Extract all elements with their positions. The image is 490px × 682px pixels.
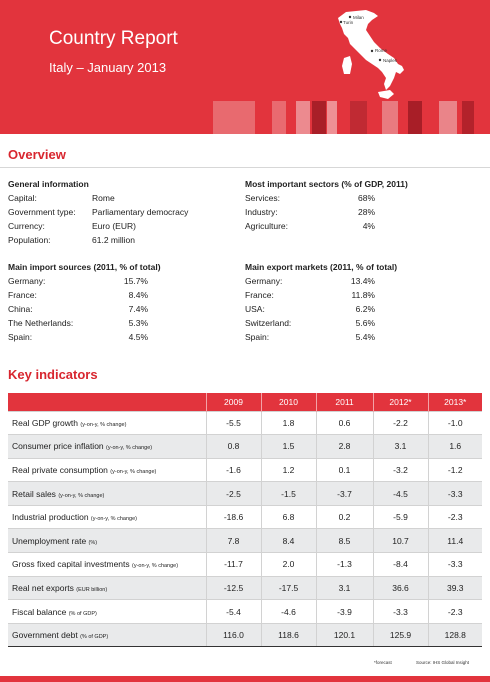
table-cell: 8.4 <box>261 529 316 553</box>
indicator-label <box>8 553 206 577</box>
table-cell: -2.3 <box>428 600 482 624</box>
overview-heading: Overview <box>8 147 66 162</box>
info-row <box>245 205 480 219</box>
table-cell: -3.2 <box>373 458 428 482</box>
key-indicators-table <box>8 393 482 647</box>
table-row <box>8 600 482 624</box>
indicator-unit: (y-on-y, % change) <box>58 492 105 499</box>
table-row <box>8 482 482 506</box>
indicator-label <box>8 600 206 624</box>
indicator-label <box>8 482 206 506</box>
sectors-block <box>245 177 480 233</box>
table-row <box>8 411 482 435</box>
indicator-label <box>8 576 206 600</box>
sectors-title: Most important sectors (% of GDP, 2011) <box>245 179 408 189</box>
info-label: Currency: <box>8 221 45 231</box>
info-label: The Netherlands: <box>8 318 74 328</box>
table-row <box>8 553 482 577</box>
key-indicators-heading: Key indicators <box>8 367 98 382</box>
indicator-name: Government debt <box>12 630 78 641</box>
indicator-name: Real private consumption <box>12 464 108 475</box>
info-row <box>245 302 480 316</box>
indicator-label <box>8 458 206 482</box>
table-cell: 3.1 <box>373 435 428 459</box>
general-info-title: General information <box>8 179 89 189</box>
info-row <box>8 205 238 219</box>
source-note: Source: IHS Global Insight <box>416 660 470 665</box>
table-cell: 0.6 <box>316 411 373 435</box>
table-cell: 10.7 <box>373 529 428 553</box>
indicator-label <box>8 505 206 529</box>
indicator-label <box>8 411 206 435</box>
table-cell: -4.6 <box>261 600 316 624</box>
map-label-turin: Turin <box>343 20 354 25</box>
info-value: 7.4% <box>128 304 148 314</box>
table-cell: -1.2 <box>428 458 482 482</box>
indicator-label <box>8 529 206 553</box>
info-value: 4.5% <box>128 332 148 342</box>
table-cell: -1.0 <box>428 411 482 435</box>
info-row <box>245 288 480 302</box>
indicator-name: Real net exports <box>12 582 74 593</box>
table-cell: -1.3 <box>316 553 373 577</box>
indicator-unit: (% of GDP) <box>68 610 97 617</box>
forecast-footnote: *forecast <box>374 660 392 665</box>
table-row <box>8 576 482 600</box>
table-cell: -3.3 <box>428 482 482 506</box>
indicator-unit: (y-on-y, % change) <box>80 421 127 428</box>
indicator-label <box>8 435 206 459</box>
table-cell: 39.3 <box>428 576 482 600</box>
table-cell: 1.2 <box>261 458 316 482</box>
info-value: 6.2% <box>355 304 375 314</box>
info-value: 11.8% <box>351 290 375 300</box>
table-cell: 2.0 <box>261 553 316 577</box>
map-label-milan: Milan <box>353 15 364 20</box>
info-row <box>245 219 480 233</box>
table-cell: -3.3 <box>428 553 482 577</box>
decor-stripe <box>312 101 326 134</box>
table-cell: 0.2 <box>316 505 373 529</box>
table-header-row <box>8 393 482 411</box>
table-cell: 1.5 <box>261 435 316 459</box>
info-value: 61.2 million <box>92 235 135 245</box>
decor-stripe <box>272 101 286 134</box>
table-cell: 11.4 <box>428 529 482 553</box>
info-row <box>8 191 238 205</box>
map-label-naples: Naples <box>383 58 398 63</box>
export-markets-title: Main export markets (2011, % of total) <box>245 262 398 272</box>
info-label: Germany: <box>245 276 283 286</box>
info-value: Rome <box>92 193 115 203</box>
info-value: 13.4% <box>350 276 375 286</box>
table-cell: 2.8 <box>316 435 373 459</box>
decor-stripe <box>439 101 457 134</box>
table-header-cell: 2012* <box>373 393 428 411</box>
table-header-cell: 2011 <box>316 393 373 411</box>
table-cell: 118.6 <box>261 623 316 647</box>
general-info-block <box>8 177 238 247</box>
info-value: Parliamentary democracy <box>92 207 189 217</box>
table-cell: 6.8 <box>261 505 316 529</box>
info-label: Spain: <box>8 332 33 342</box>
indicator-name: Retail sales <box>12 488 56 499</box>
indicator-unit: (y-on-y, % change) <box>90 516 137 523</box>
table-cell: -12.5 <box>206 576 261 600</box>
info-row <box>8 233 238 247</box>
table-cell: -1.6 <box>206 458 261 482</box>
divider <box>0 167 490 168</box>
info-row <box>8 302 238 316</box>
indicator-name: Consumer price inflation <box>12 441 104 452</box>
info-label: Spain: <box>245 332 270 342</box>
indicator-name: Industrial production <box>12 512 89 523</box>
info-value: 68% <box>357 193 375 203</box>
indicator-unit: (EUR billion) <box>76 586 108 593</box>
table-row <box>8 623 482 647</box>
table-row <box>8 505 482 529</box>
table-cell: -5.9 <box>373 505 428 529</box>
decor-stripe <box>350 101 367 134</box>
table-cell: -17.5 <box>261 576 316 600</box>
indicator-unit: (%) <box>88 539 98 546</box>
info-value: 15.7% <box>123 276 148 286</box>
indicator-label <box>8 623 206 647</box>
info-value: Euro (EUR) <box>92 221 136 231</box>
table-cell: 125.9 <box>373 623 428 647</box>
indicator-unit: (y-on-y, % change) <box>132 563 179 570</box>
info-row <box>245 274 480 288</box>
report-header <box>0 0 490 134</box>
table-cell: -5.5 <box>206 411 261 435</box>
indicator-unit: (y-on-y, % change) <box>106 445 153 452</box>
decor-stripe <box>408 101 422 134</box>
table-cell: 36.6 <box>373 576 428 600</box>
info-label: China: <box>8 304 33 314</box>
table-header-cell: 2013* <box>428 393 482 411</box>
info-row <box>8 316 238 330</box>
info-label: Capital: <box>8 193 37 203</box>
info-value: 5.3% <box>128 318 148 328</box>
info-label: France: <box>8 290 37 300</box>
table-cell: -2.2 <box>373 411 428 435</box>
table-cell: -3.9 <box>316 600 373 624</box>
info-row <box>8 288 238 302</box>
table-cell: -8.4 <box>373 553 428 577</box>
info-value: 5.4% <box>355 332 375 342</box>
table-cell: 120.1 <box>316 623 373 647</box>
info-label: Switzerland: <box>245 318 292 328</box>
table-cell: -4.5 <box>373 482 428 506</box>
info-row <box>8 330 238 344</box>
info-label: USA: <box>245 304 265 314</box>
info-row <box>8 274 238 288</box>
indicator-unit: (% of GDP) <box>80 634 109 641</box>
info-label: Agriculture: <box>245 221 288 231</box>
info-label: Government type: <box>8 207 76 217</box>
table-header-cell <box>8 393 206 411</box>
export-markets-block <box>245 260 480 344</box>
table-cell: -18.6 <box>206 505 261 529</box>
decor-stripe <box>462 101 474 134</box>
info-label: Industry: <box>245 207 278 217</box>
info-row <box>245 316 480 330</box>
table-row <box>8 458 482 482</box>
table-row <box>8 529 482 553</box>
import-sources-block <box>8 260 238 344</box>
table-cell: 0.8 <box>206 435 261 459</box>
italy-map <box>332 6 410 102</box>
indicator-name: Unemployment rate <box>12 535 87 546</box>
table-cell: -2.3 <box>428 505 482 529</box>
indicator-name: Real GDP growth <box>12 417 78 428</box>
table-header-cell: 2009 <box>206 393 261 411</box>
report-subtitle: Italy – January 2013 <box>49 60 167 75</box>
info-label: Services: <box>245 193 280 203</box>
decor-stripe <box>213 101 255 134</box>
import-sources-title: Main import sources (2011, % of total) <box>8 262 161 272</box>
table-cell: -1.5 <box>261 482 316 506</box>
decor-stripe <box>296 101 310 134</box>
table-cell: 3.1 <box>316 576 373 600</box>
decor-stripe <box>382 101 398 134</box>
info-value: 4% <box>362 221 375 231</box>
map-label-rome: Rome <box>375 48 388 53</box>
table-cell: -2.5 <box>206 482 261 506</box>
footer-bar <box>0 676 490 682</box>
table-cell: 1.8 <box>261 411 316 435</box>
table-cell: 128.8 <box>428 623 482 647</box>
table-cell: 7.8 <box>206 529 261 553</box>
info-value: 5.6% <box>355 318 375 328</box>
info-row <box>245 330 480 344</box>
table-cell: 0.1 <box>316 458 373 482</box>
table-header-cell: 2010 <box>261 393 316 411</box>
indicator-unit: (y-on-y, % change) <box>110 468 157 475</box>
info-label: France: <box>245 290 274 300</box>
info-label: Population: <box>8 235 51 245</box>
table-cell: -3.3 <box>373 600 428 624</box>
table-cell: -5.4 <box>206 600 261 624</box>
indicator-name: Fiscal balance <box>12 606 67 617</box>
info-value: 28% <box>357 207 375 217</box>
table-row <box>8 435 482 459</box>
table-cell: -3.7 <box>316 482 373 506</box>
decor-stripe <box>327 101 337 134</box>
table-cell: 8.5 <box>316 529 373 553</box>
report-title: Country Report <box>49 28 178 49</box>
info-row <box>245 191 480 205</box>
indicator-name: Gross fixed capital investments <box>12 559 130 570</box>
info-label: Germany: <box>8 276 46 286</box>
table-cell: 116.0 <box>206 623 261 647</box>
info-row <box>8 219 238 233</box>
info-value: 8.4% <box>128 290 148 300</box>
table-cell: -11.7 <box>206 553 261 577</box>
table-cell: 1.6 <box>428 435 482 459</box>
